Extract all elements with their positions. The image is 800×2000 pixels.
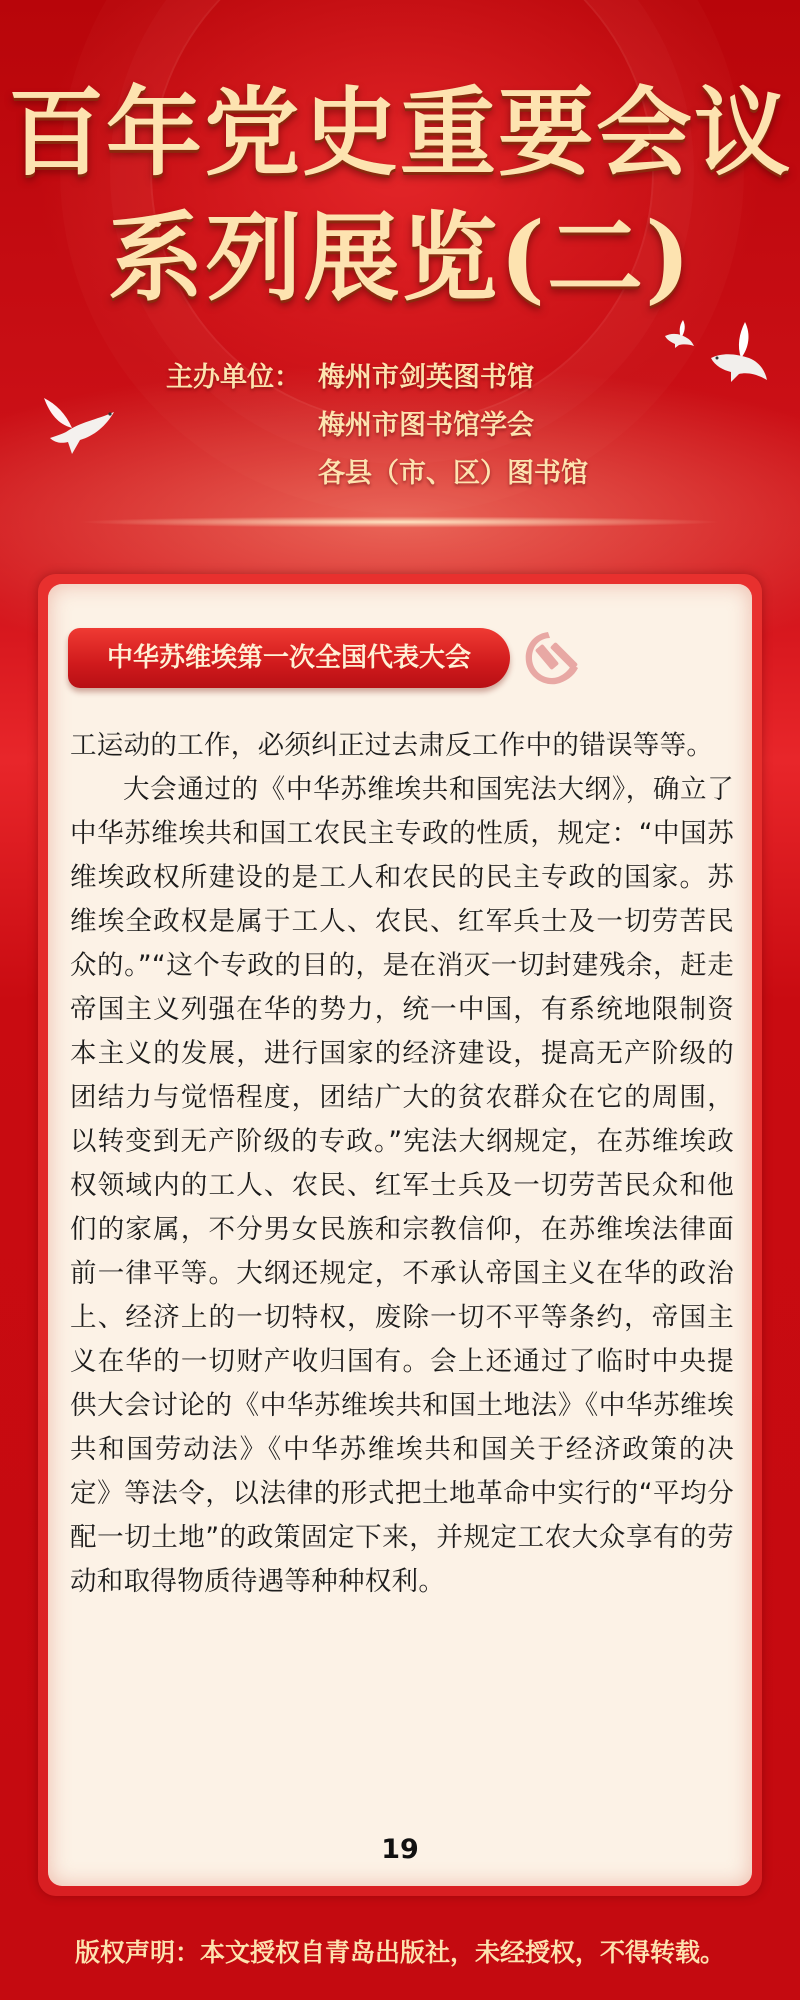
title-line-2: 系列展览(二)	[107, 201, 693, 314]
page-number: 19	[381, 1834, 419, 1865]
glow-divider	[0, 515, 800, 529]
dove-icon	[36, 392, 126, 462]
body-text	[70, 724, 734, 1604]
dove-icon	[663, 318, 697, 348]
hammer-sickle-icon	[518, 624, 586, 692]
organizer-label: 主办单位：	[166, 362, 301, 393]
title-line-1: 百年党史重要会议	[8, 76, 792, 189]
organizer-2: 梅州市图书馆学会	[318, 410, 534, 441]
dove-icon	[705, 318, 775, 388]
section-tag-label: 中华苏维埃第一次全国代表大会	[106, 643, 471, 673]
organizer-3: 各县（市、区）图书馆	[318, 458, 588, 489]
paragraph: 大会通过的《中华苏维埃共和国宪法大纲》，确立了中华苏维埃共和国工农民主专政的性质，规定：“中国苏维埃政权所建设的是工人和农民的民主专政的国家。苏维埃全政权是属于工人、农民、红军兵士及一切劳苦民众的。”“这个专政的目的，是在消灭一切封建残余，赶走帝国主义列强在华的势力，统一中国，有系统地限制资本主义的发展，进行国家的经济建设，提高无产阶级的团结力与觉悟程度，团结广大的贫农群众在它的周围，以转变到无产阶级的专政。”宪法大纲规定，在苏维埃政权领域内的工人、农民、红军士兵及一切劳苦民众和他们的家属，不分男女民族和宗教信仰，在苏维埃法律面前一律平等。大纲还规定，不承认帝国主义在华的政治上、经济上的一切特权，废除一切不平等条约，帝国主义在华的一切财产收归国有。会上还通过了临时中央提供大会讨论的《中华苏维埃共和国土地法》《中华苏维埃共和国劳动法》《中华苏维埃共和国关于经济政策的决定》等法令，以法律的形式把土地革命中实行的“平均分配一切土地”的政策固定下来，并规定工农大众享有的劳动和取得物质待遇等种种权利。	[70, 774, 734, 1597]
paragraph: 工运动的工作，必须纠正过去肃反工作中的错误等等。	[70, 730, 714, 761]
copyright-notice: 版权声明：本文授权自青岛出版社，未经授权，不得转载。	[74, 1938, 725, 1967]
section-tag	[68, 628, 510, 688]
organizer-1: 梅州市剑英图书馆	[318, 362, 534, 393]
